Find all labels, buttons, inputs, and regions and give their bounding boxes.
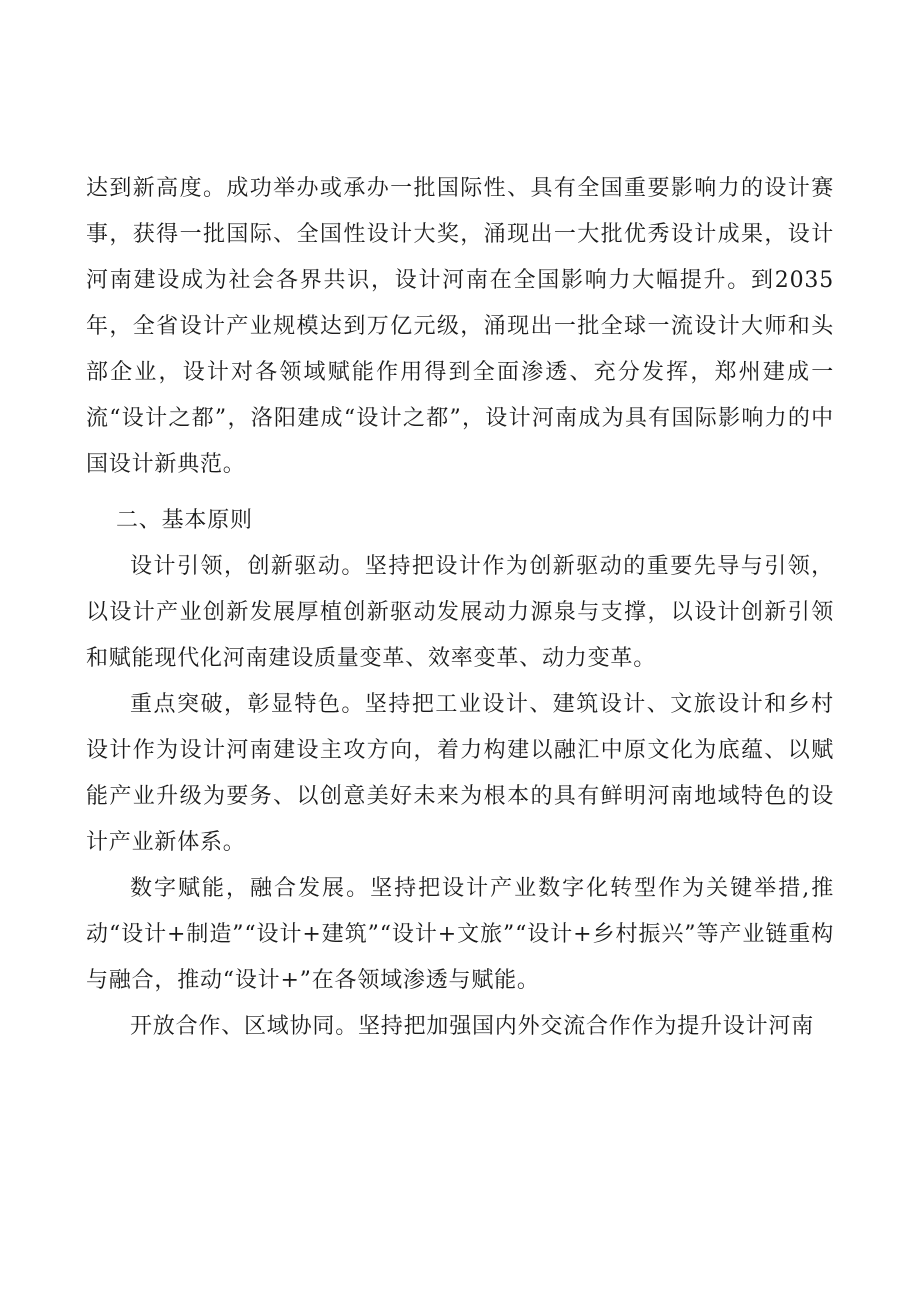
principle-paragraph-2: 重点突破，彰显特色。坚持把工业设计、建筑设计、文旅设计和乡村设计作为设计河南建设主攻方向，着力构建以融汇中原文化为底蕴、以赋能产业升级为要务、以创意美好未来为根本的具有鲜明河南地域特色的设计产业新体系。 (86, 692, 834, 855)
document-page (86, 166, 834, 1050)
principle-paragraph-3: 数字赋能，融合发展。坚持把设计产业数字化转型作为关键举措,推动“设计+制造”“设计+建筑”“设计+文旅”“设计+乡村振兴”等产业链重构与融合，推动“设计+”在各领域渗透与赋能。 (86, 876, 834, 993)
section-heading: 二、基本原则 (116, 508, 253, 533)
principle-paragraph-1: 设计引领，创新驱动。坚持把设计作为创新驱动的重要先导与引领，以设计产业创新发展厚植创新驱动发展动力源泉与支撑，以设计创新引领和赋能现代化河南建设质量变革、效率变革、动力变革。 (86, 554, 834, 671)
principle-paragraph-4: 开放合作、区域协同。坚持把加强国内外交流合作作为提升设计河南 (130, 1014, 815, 1039)
paragraph-continuation: 达到新高度。成功举办或承办一批国际性、具有全国重要影响力的设计赛事，获得一批国际、全国性设计大奖，涌现出一大批优秀设计成果，设计河南建设成为社会各界共识，设计河南在全国影响力大幅提升。到2035年，全省设计产业规模达到万亿元级，涌现出一批全球一流设计大师和头部企业，设计对各领域赋能作用得到全面渗透、充分发挥，郑州建成一流“设计之都”，洛阳建成“设计之都”，设计河南成为具有国际影响力的中国设计新典范。 (86, 176, 834, 477)
section-gap (86, 488, 834, 498)
